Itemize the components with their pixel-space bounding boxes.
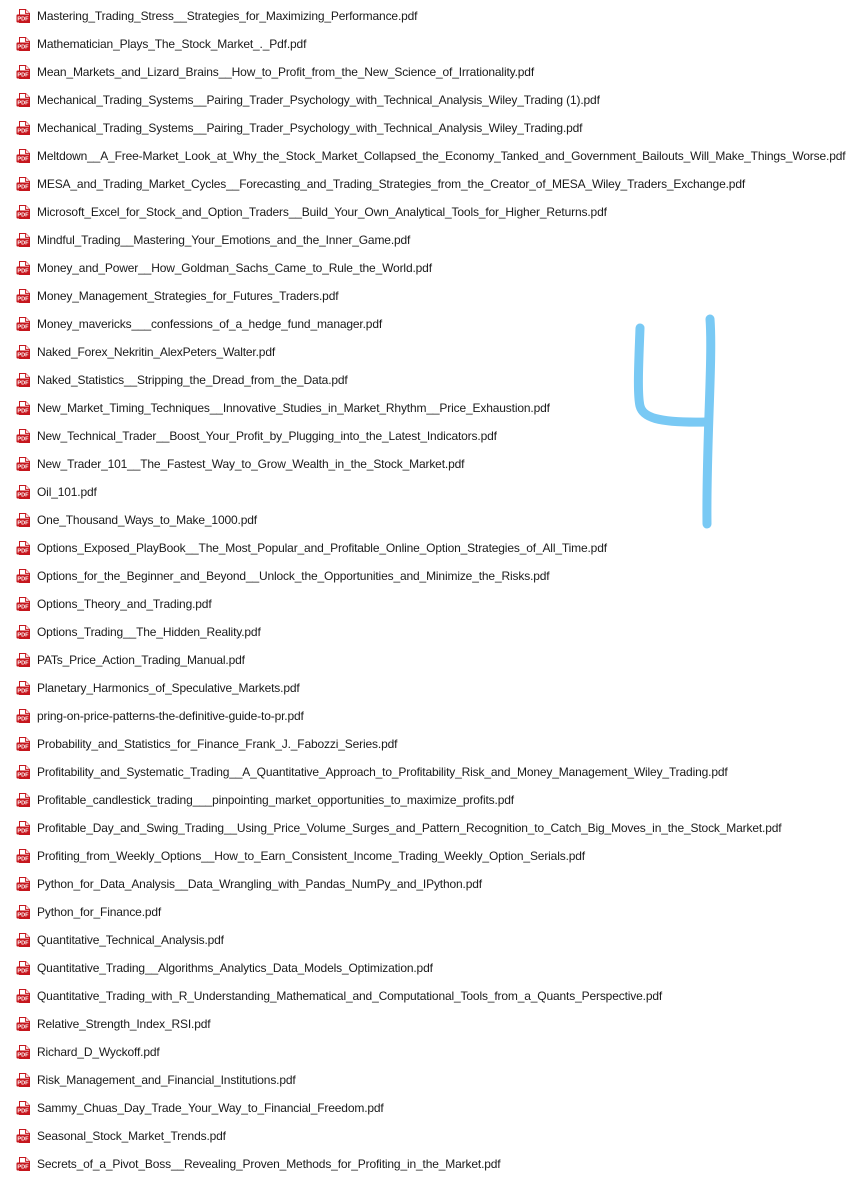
file-row[interactable] (0, 254, 859, 282)
file-name: Richard_D_Wyckoff.pdf (37, 1045, 160, 1059)
file-name: Relative_Strength_Index_RSI.pdf (37, 1017, 211, 1031)
pdf-file-icon (16, 400, 32, 416)
pdf-file-icon (16, 232, 32, 248)
pdf-file-icon (16, 540, 32, 556)
pdf-file-icon (16, 764, 32, 780)
file-name: Profitable_Day_and_Swing_Trading__Using_Price_Volume_Surges_and_Pattern_Recognition_to_Catch_Big_Moves_in_the_Stock_Market.pdf (37, 821, 782, 835)
pdf-icon-label: PDF (17, 408, 29, 415)
file-name: Mean_Markets_and_Lizard_Brains__How_to_Profit_from_the_New_Science_of_Irrationality.pdf (37, 65, 535, 79)
pdf-icon-label: PDF (17, 352, 29, 359)
file-row[interactable] (0, 198, 859, 226)
file-row[interactable] (0, 1038, 859, 1066)
pdf-file-icon (16, 260, 32, 276)
pdf-icon-label: PDF (17, 744, 29, 751)
file-row[interactable] (0, 870, 859, 898)
file-name: Options_Exposed_PlayBook__The_Most_Popular_and_Profitable_Online_Option_Strategies_of_All_Time.pdf (37, 541, 607, 555)
pdf-file-icon (16, 792, 32, 808)
file-name: Mindful_Trading__Mastering_Your_Emotions_and_the_Inner_Game.pdf (37, 233, 411, 247)
file-name: Money_Management_Strategies_for_Futures_Traders.pdf (37, 289, 339, 303)
pdf-file-icon (16, 120, 32, 136)
file-row[interactable] (0, 618, 859, 646)
pdf-file-icon (16, 1156, 32, 1172)
pdf-file-icon (16, 568, 32, 584)
file-name: MESA_and_Trading_Market_Cycles__Forecasting_and_Trading_Strategies_from_the_Creator_of_MESA_Wiley_Traders_Exchange.pdf (37, 177, 746, 191)
pdf-icon-label: PDF (17, 72, 29, 79)
file-row[interactable] (0, 422, 859, 450)
pdf-file-icon (16, 428, 32, 444)
pdf-icon-label: PDF (17, 240, 29, 247)
file-row[interactable] (0, 898, 859, 926)
pdf-icon-label: PDF (17, 268, 29, 275)
file-row[interactable] (0, 114, 859, 142)
file-name: Oil_101.pdf (37, 485, 97, 499)
file-row[interactable] (0, 786, 859, 814)
pdf-icon-label: PDF (17, 1164, 29, 1171)
file-row[interactable] (0, 590, 859, 618)
file-name: Money_mavericks___confessions_of_a_hedge_fund_manager.pdf (37, 317, 383, 331)
pdf-icon-label: PDF (17, 324, 29, 331)
file-row[interactable] (0, 1010, 859, 1038)
pdf-icon-label: PDF (17, 604, 29, 611)
pdf-icon-label: PDF (17, 716, 29, 723)
pdf-icon-label: PDF (17, 800, 29, 807)
file-row[interactable] (0, 478, 859, 506)
pdf-file-icon (16, 8, 32, 24)
file-name: Profitability_and_Systematic_Trading__A_Quantitative_Approach_to_Profitability_Risk_and_Money_Management_Wiley_Trading.pdf (37, 765, 728, 779)
file-name: Probability_and_Statistics_for_Finance_Frank_J._Fabozzi_Series.pdf (37, 737, 398, 751)
file-name: Options_Theory_and_Trading.pdf (37, 597, 212, 611)
pdf-file-icon (16, 624, 32, 640)
file-row[interactable] (0, 170, 859, 198)
pdf-icon-label: PDF (17, 184, 29, 191)
pdf-file-icon (16, 820, 32, 836)
file-row[interactable] (0, 730, 859, 758)
file-row[interactable] (0, 982, 859, 1010)
file-row[interactable] (0, 226, 859, 254)
pdf-file-icon (16, 372, 32, 388)
file-row[interactable] (0, 394, 859, 422)
file-name: Options_Trading__The_Hidden_Reality.pdf (37, 625, 261, 639)
file-row[interactable] (0, 926, 859, 954)
file-row[interactable] (0, 450, 859, 478)
pdf-icon-label: PDF (17, 436, 29, 443)
file-name: Secrets_of_a_Pivot_Boss__Revealing_Proven_Methods_for_Profiting_in_the_Market.pdf (37, 1157, 501, 1171)
pdf-file-icon (16, 1128, 32, 1144)
file-name: New_Technical_Trader__Boost_Your_Profit_by_Plugging_into_the_Latest_Indicators.pdf (37, 429, 497, 443)
file-row[interactable] (0, 1122, 859, 1150)
file-name: pring-on-price-patterns-the-definitive-guide-to-pr.pdf (37, 709, 304, 723)
file-name: Mechanical_Trading_Systems__Pairing_Trader_Psychology_with_Technical_Analysis_Wiley_Trading (1).pdf (37, 93, 600, 107)
file-row[interactable] (0, 310, 859, 338)
file-row[interactable] (0, 674, 859, 702)
file-row[interactable] (0, 1150, 859, 1178)
pdf-icon-label: PDF (17, 1108, 29, 1115)
file-name: Microsoft_Excel_for_Stock_and_Option_Traders__Build_Your_Own_Analytical_Tools_for_Higher_Returns.pdf (37, 205, 607, 219)
file-name: Quantitative_Trading_with_R_Understanding_Mathematical_and_Computational_Tools_from_a_Quants_Perspective.pdf (37, 989, 663, 1003)
file-name: Mastering_Trading_Stress__Strategies_for_Maximizing_Performance.pdf (37, 9, 418, 23)
file-row[interactable] (0, 282, 859, 310)
pdf-file-icon (16, 316, 32, 332)
pdf-icon-label: PDF (17, 660, 29, 667)
pdf-icon-label: PDF (17, 44, 29, 51)
pdf-icon-label: PDF (17, 996, 29, 1003)
pdf-file-icon (16, 64, 32, 80)
pdf-icon-label: PDF (17, 492, 29, 499)
pdf-file-icon (16, 1044, 32, 1060)
pdf-icon-label: PDF (17, 856, 29, 863)
file-name: Risk_Management_and_Financial_Institutions.pdf (37, 1073, 296, 1087)
file-name: Money_and_Power__How_Goldman_Sachs_Came_to_Rule_the_World.pdf (37, 261, 432, 275)
pdf-file-icon (16, 1016, 32, 1032)
file-row[interactable] (0, 702, 859, 730)
pdf-icon-label: PDF (17, 884, 29, 891)
pdf-file-icon (16, 204, 32, 220)
file-row[interactable] (0, 534, 859, 562)
pdf-icon-label: PDF (17, 576, 29, 583)
pdf-file-icon (16, 148, 32, 164)
pdf-file-icon (16, 512, 32, 528)
file-name: Options_for_the_Beginner_and_Beyond__Unlock_the_Opportunities_and_Minimize_the_Risks.pdf (37, 569, 550, 583)
file-row[interactable] (0, 366, 859, 394)
pdf-file-icon (16, 344, 32, 360)
pdf-file-icon (16, 988, 32, 1004)
pdf-file-icon (16, 456, 32, 472)
pdf-icon-label: PDF (17, 380, 29, 387)
file-row[interactable] (0, 142, 859, 170)
file-name: New_Market_Timing_Techniques__Innovative_Studies_in_Market_Rhythm__Price_Exhaustion.pdf (37, 401, 550, 415)
file-name: New_Trader_101__The_Fastest_Way_to_Grow_Wealth_in_the_Stock_Market.pdf (37, 457, 465, 471)
pdf-file-icon (16, 92, 32, 108)
pdf-file-icon (16, 736, 32, 752)
file-name: Mechanical_Trading_Systems__Pairing_Trader_Psychology_with_Technical_Analysis_Wiley_Trading.pdf (37, 121, 583, 135)
file-name: Meltdown__A_Free-Market_Look_at_Why_the_Stock_Market_Collapsed_the_Economy_Tanked_and_Government_Bailouts_Will_Make_Things_Worse.pdf (37, 149, 846, 163)
file-name: Naked_Forex_Nekritin_AlexPeters_Walter.pdf (37, 345, 276, 359)
pdf-icon-label: PDF (17, 100, 29, 107)
file-row[interactable] (0, 646, 859, 674)
pdf-icon-label: PDF (17, 1052, 29, 1059)
pdf-icon-label: PDF (17, 520, 29, 527)
file-name: Seasonal_Stock_Market_Trends.pdf (37, 1129, 226, 1143)
pdf-icon-label: PDF (17, 1024, 29, 1031)
file-name: PATs_Price_Action_Trading_Manual.pdf (37, 653, 245, 667)
pdf-icon-label: PDF (17, 156, 29, 163)
pdf-file-icon (16, 960, 32, 976)
pdf-file-icon (16, 932, 32, 948)
file-name: One_Thousand_Ways_to_Make_1000.pdf (37, 513, 257, 527)
file-row[interactable] (0, 2, 859, 30)
file-name: Quantitative_Technical_Analysis.pdf (37, 933, 224, 947)
pdf-file-icon (16, 652, 32, 668)
pdf-icon-label: PDF (17, 632, 29, 639)
pdf-icon-label: PDF (17, 688, 29, 695)
pdf-icon-label: PDF (17, 548, 29, 555)
file-name: Naked_Statistics__Stripping_the_Dread_from_the_Data.pdf (37, 373, 348, 387)
file-row[interactable] (0, 954, 859, 982)
pdf-file-icon (16, 1100, 32, 1116)
pdf-file-icon (16, 848, 32, 864)
file-row[interactable] (0, 758, 859, 786)
file-row[interactable] (0, 842, 859, 870)
pdf-icon-label: PDF (17, 772, 29, 779)
file-row[interactable] (0, 86, 859, 114)
pdf-icon-label: PDF (17, 212, 29, 219)
pdf-file-icon (16, 288, 32, 304)
pdf-icon-label: PDF (17, 464, 29, 471)
pdf-icon-label: PDF (17, 828, 29, 835)
pdf-icon-label: PDF (17, 128, 29, 135)
file-row[interactable] (0, 1066, 859, 1094)
pdf-icon-label: PDF (17, 940, 29, 947)
pdf-icon-label: PDF (17, 16, 29, 23)
file-row[interactable] (0, 30, 859, 58)
pdf-icon-label: PDF (17, 1136, 29, 1143)
pdf-file-icon (16, 1072, 32, 1088)
pdf-file-icon (16, 176, 32, 192)
pdf-file-icon (16, 708, 32, 724)
pdf-icon-label: PDF (17, 1080, 29, 1087)
file-name: Mathematician_Plays_The_Stock_Market_._Pdf.pdf (37, 37, 307, 51)
file-row[interactable] (0, 58, 859, 86)
file-row[interactable] (0, 506, 859, 534)
pdf-icon-label: PDF (17, 968, 29, 975)
file-name: Profitable_candlestick_trading___pinpointing_market_opportunities_to_maximize_profits.pdf (37, 793, 514, 807)
file-row[interactable] (0, 814, 859, 842)
file-name: Profiting_from_Weekly_Options__How_to_Earn_Consistent_Income_Trading_Weekly_Option_Serials.pdf (37, 849, 585, 863)
file-name: Python_for_Data_Analysis__Data_Wrangling_with_Pandas_NumPy_and_IPython.pdf (37, 877, 482, 891)
pdf-icon-label: PDF (17, 296, 29, 303)
pdf-icon-label: PDF (17, 912, 29, 919)
pdf-file-icon (16, 596, 32, 612)
file-name: Quantitative_Trading__Algorithms_Analytics_Data_Models_Optimization.pdf (37, 961, 433, 975)
pdf-file-icon (16, 36, 32, 52)
pdf-file-icon (16, 876, 32, 892)
pdf-file-icon (16, 484, 32, 500)
file-row[interactable] (0, 562, 859, 590)
file-name: Planetary_Harmonics_of_Speculative_Markets.pdf (37, 681, 300, 695)
file-row[interactable] (0, 338, 859, 366)
pdf-file-icon (16, 680, 32, 696)
file-name: Python_for_Finance.pdf (37, 905, 162, 919)
file-row[interactable] (0, 1094, 859, 1122)
file-name: Sammy_Chuas_Day_Trade_Your_Way_to_Financial_Freedom.pdf (37, 1101, 384, 1115)
pdf-file-icon (16, 904, 32, 920)
